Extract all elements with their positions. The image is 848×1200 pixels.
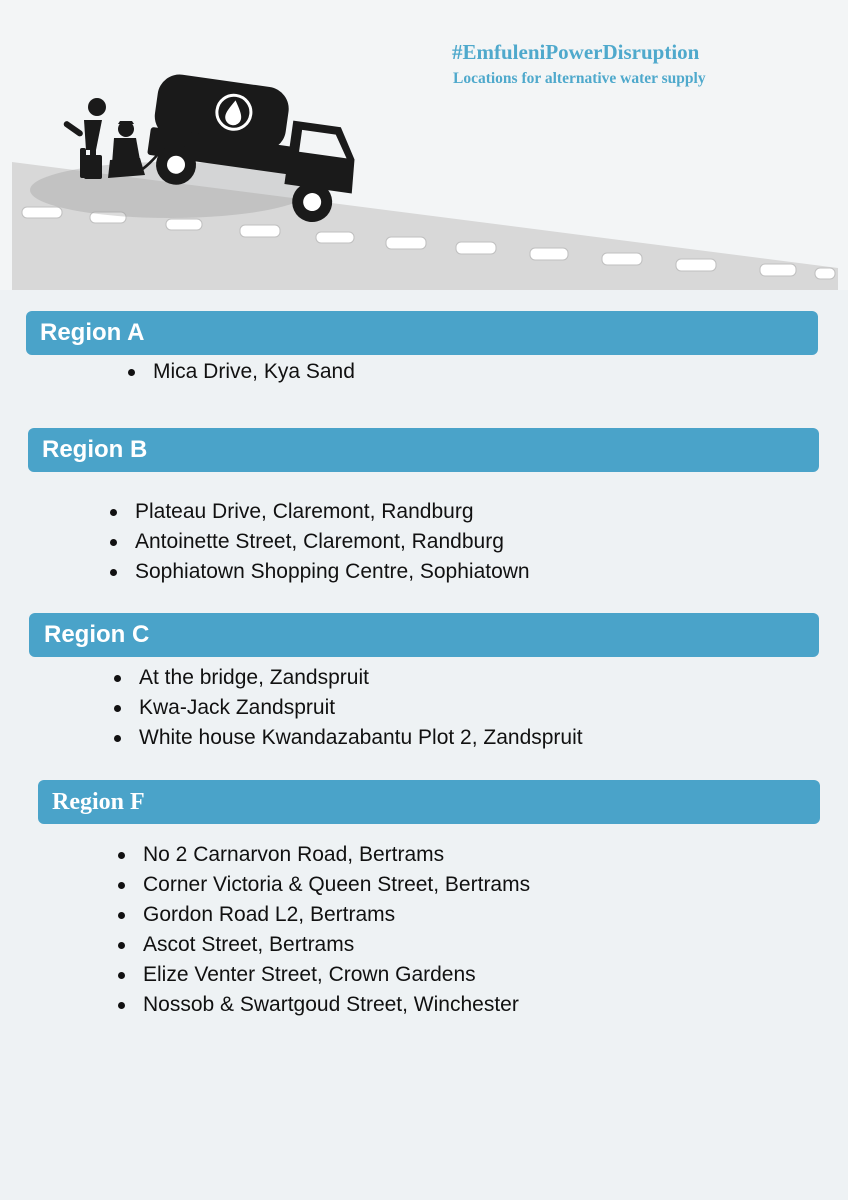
list-item: Sophiatown Shopping Centre, Sophiatown — [108, 557, 530, 587]
bullet-icon — [110, 539, 117, 546]
region-b-header — [28, 428, 819, 472]
region-f-header — [38, 780, 820, 824]
list-item: Elize Venter Street, Crown Gardens — [116, 960, 530, 990]
list-item: Antoinette Street, Claremont, Randburg — [108, 527, 530, 557]
bullet-icon — [128, 369, 135, 376]
header-banner — [0, 0, 848, 290]
list-item: Gordon Road L2, Bertrams — [116, 900, 530, 930]
person-crouching-icon — [108, 121, 145, 178]
list-item: Corner Victoria & Queen Street, Bertrams — [116, 870, 530, 900]
bullet-icon — [114, 705, 121, 712]
bullet-icon — [118, 942, 125, 949]
list-item: No 2 Carnarvon Road, Bertrams — [116, 840, 530, 870]
page-subtitle: Locations for alternative water supply — [453, 70, 706, 87]
bullet-icon — [118, 972, 125, 979]
list-item: Ascot Street, Bertrams — [116, 930, 530, 960]
water-tanker-illustration — [0, 0, 848, 290]
bullet-icon — [114, 675, 121, 682]
region-b-title: Region B — [42, 436, 148, 463]
region-c-title: Region C — [44, 621, 150, 648]
list-item: At the bridge, Zandspruit — [112, 663, 583, 693]
list-item: Nossob & Swartgoud Street, Winchester — [116, 990, 530, 1020]
region-b-locations — [108, 497, 530, 587]
region-f-title: Region F — [52, 789, 145, 815]
list-item: Plateau Drive, Claremont, Randburg — [108, 497, 530, 527]
list-item: Mica Drive, Kya Sand — [126, 357, 355, 387]
region-f-locations — [116, 840, 530, 1020]
bullet-icon — [118, 1002, 125, 1009]
person-standing-icon — [63, 98, 106, 179]
list-item: Kwa-Jack Zandspruit — [112, 693, 583, 723]
region-c-locations — [112, 663, 583, 753]
bullet-icon — [110, 509, 117, 516]
hashtag-title: #EmfuleniPowerDisruption — [452, 40, 700, 64]
region-a-locations — [126, 357, 355, 387]
bullet-icon — [114, 735, 121, 742]
bullet-icon — [118, 882, 125, 889]
region-c-header — [29, 613, 819, 657]
region-a-header — [26, 311, 818, 355]
bullet-icon — [118, 912, 125, 919]
region-a-title: Region A — [40, 319, 145, 346]
list-item: White house Kwandazabantu Plot 2, Zandspruit — [112, 723, 583, 753]
bullet-icon — [118, 852, 125, 859]
bullet-icon — [110, 569, 117, 576]
